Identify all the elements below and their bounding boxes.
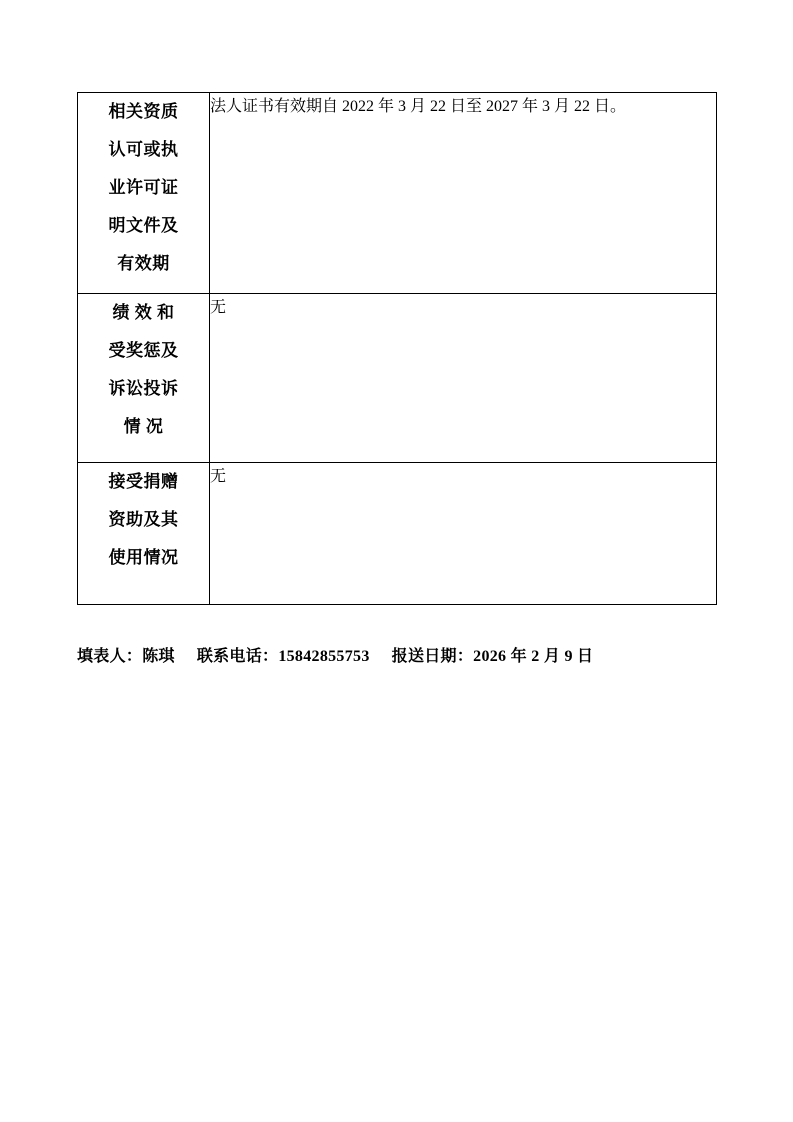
label-line: 有效期 <box>117 254 170 273</box>
label-line: 绩 效 和 <box>112 303 175 322</box>
preparer-value: 陈琪 <box>142 648 175 665</box>
table-row <box>78 294 717 463</box>
phone-value: 15842855753 <box>278 648 370 665</box>
preparer-label: 填表人： <box>77 648 143 665</box>
label-line: 相关资质 <box>108 102 179 121</box>
row-value-performance: 无 <box>210 294 717 463</box>
row-value-donation: 无 <box>210 463 717 605</box>
label-line: 业许可证 <box>108 178 179 197</box>
table-row <box>78 463 717 605</box>
label-line: 认可或执 <box>108 140 179 159</box>
submit-date-value: 2026 年 2 月 9 日 <box>473 648 594 665</box>
row-label-qualification <box>78 93 210 294</box>
row-label-donation <box>78 463 210 605</box>
qualification-table <box>77 92 717 605</box>
submit-date-label: 报送日期： <box>391 648 474 665</box>
label-line: 诉讼投诉 <box>108 379 179 398</box>
label-line: 明文件及 <box>108 216 179 235</box>
label-line: 使用情况 <box>108 548 179 567</box>
label-line: 受奖惩及 <box>108 341 179 360</box>
row-value-qualification: 法人证书有效期自 2022 年 3 月 22 日至 2027 年 3 月 22 日。 <box>210 93 717 294</box>
label-line: 资助及其 <box>108 510 179 529</box>
label-line: 情 况 <box>123 417 164 436</box>
table-row <box>78 93 717 294</box>
phone-label: 联系电话： <box>196 648 279 665</box>
footer-info <box>77 643 737 666</box>
label-line: 接受捐赠 <box>108 472 179 491</box>
row-label-performance <box>78 294 210 463</box>
